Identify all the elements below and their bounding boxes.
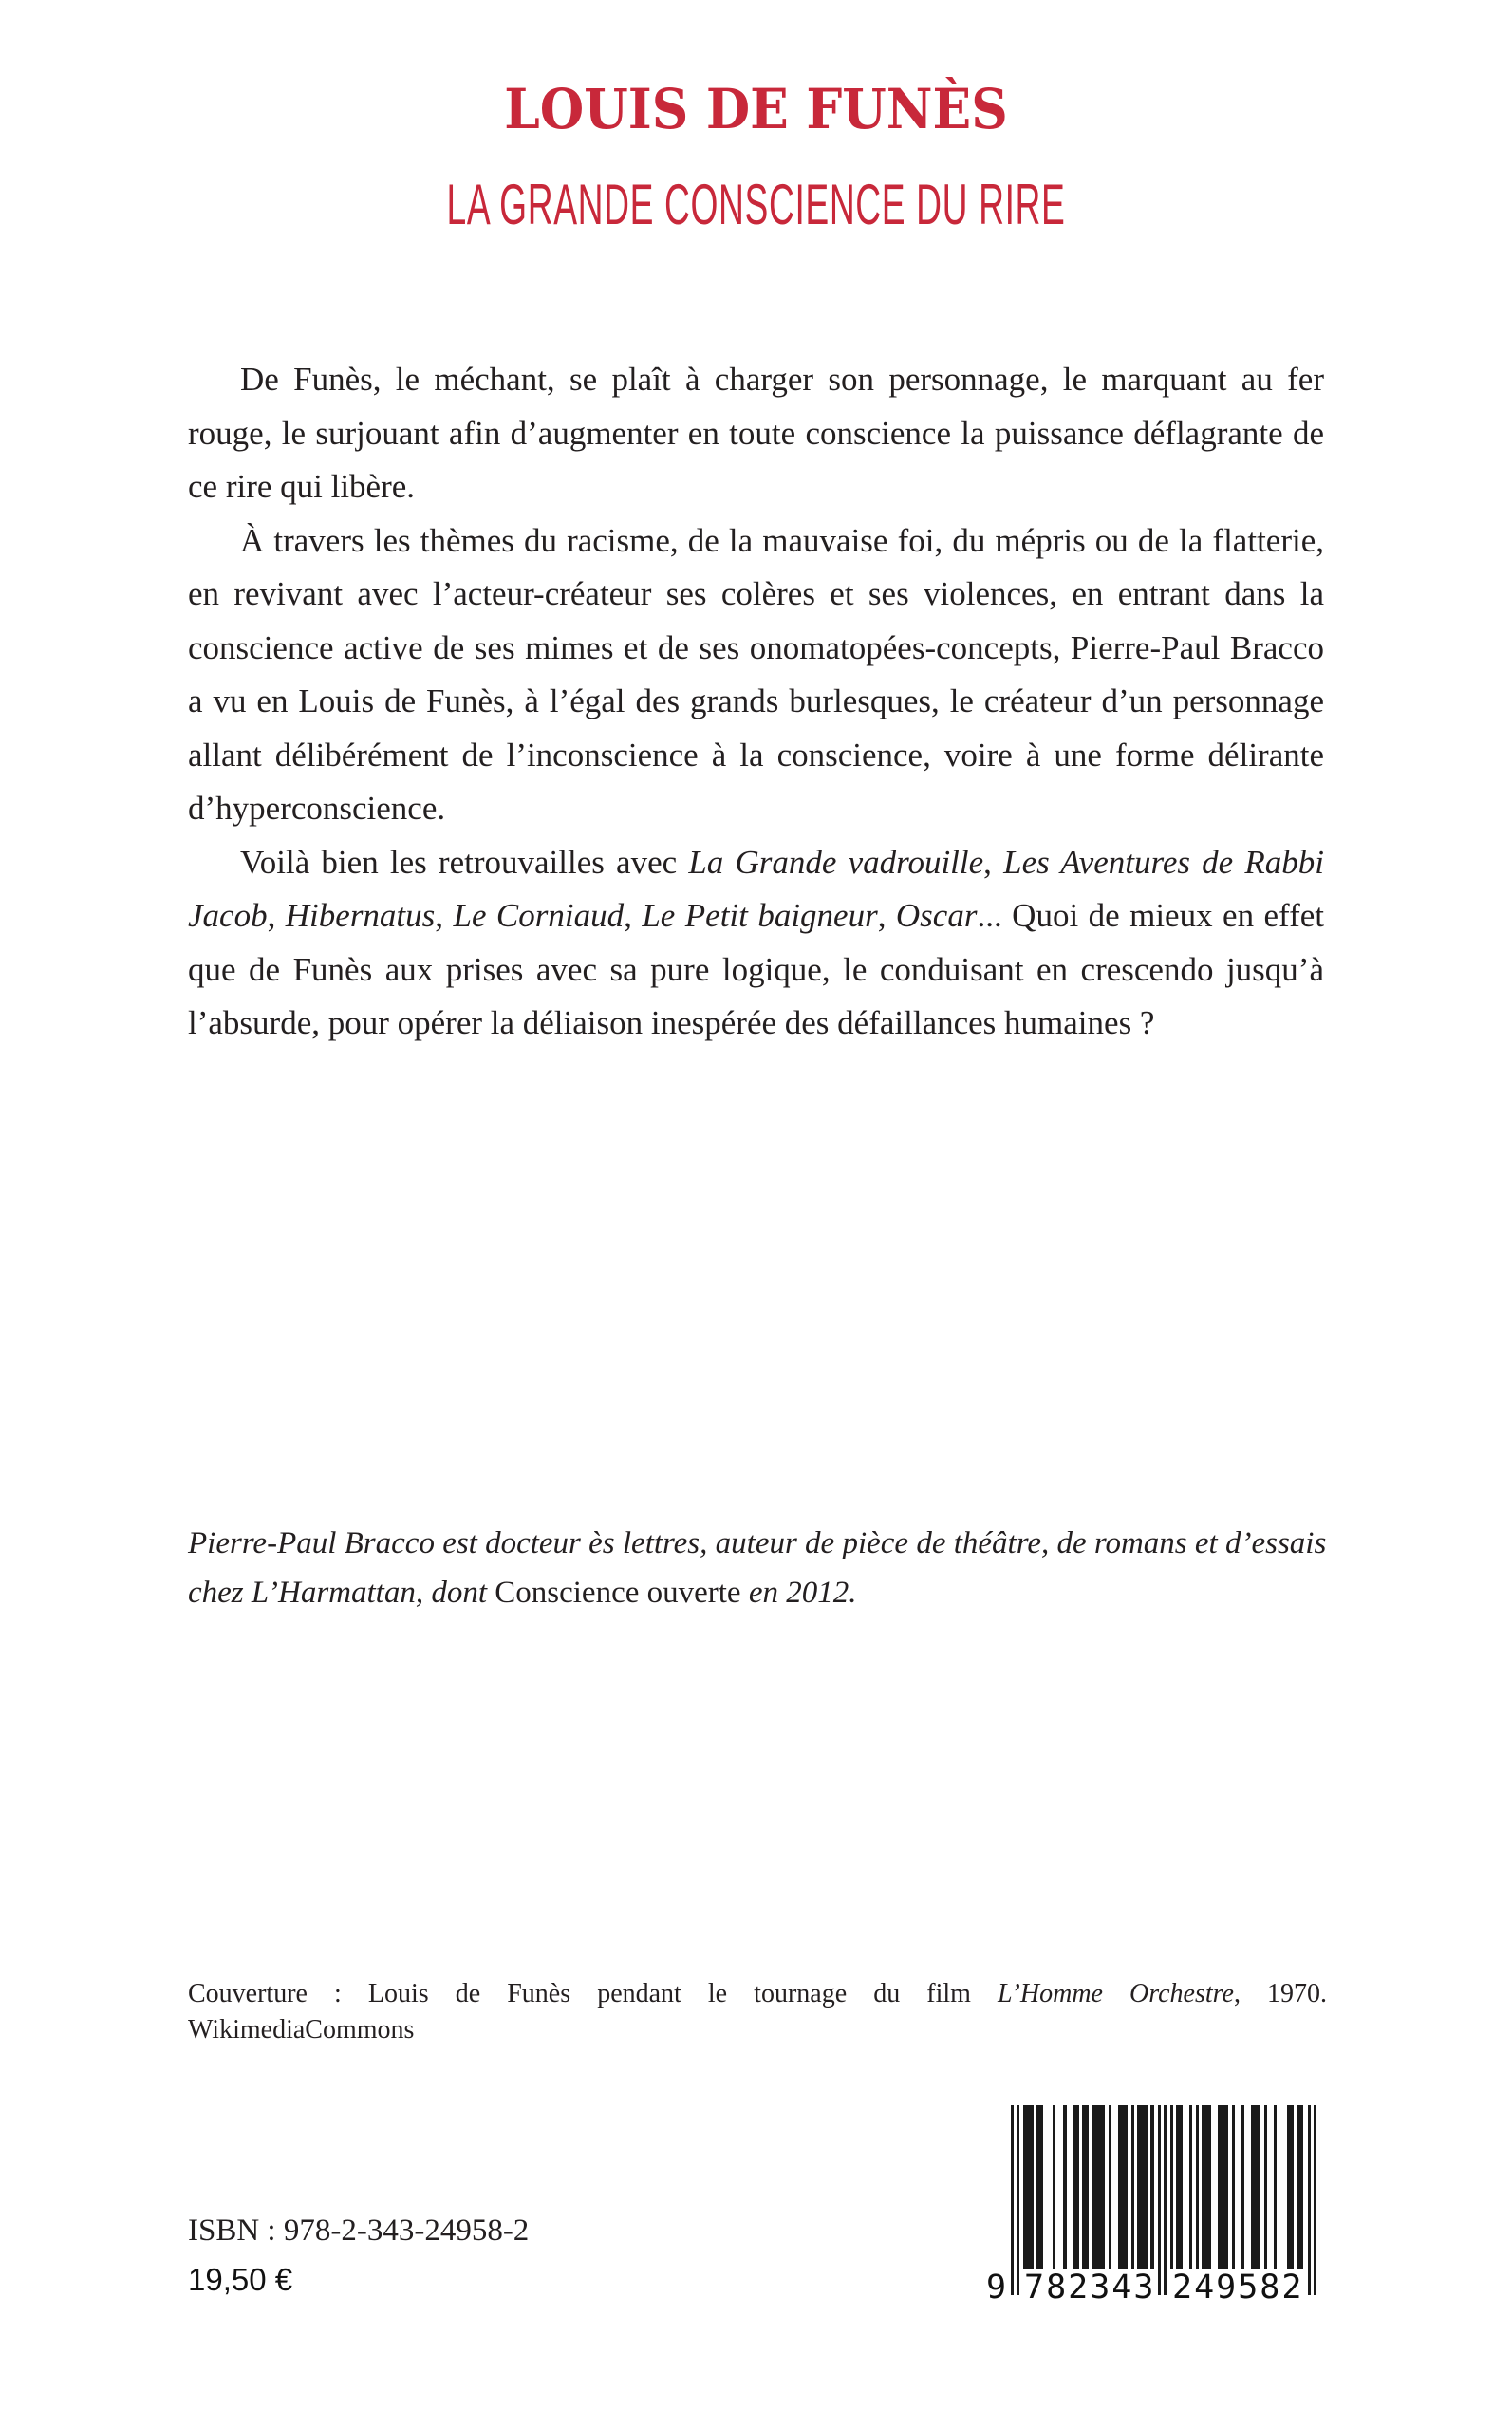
- film-title: Le Petit baigneur: [642, 897, 878, 934]
- blurb-paragraph-3: [188, 836, 1324, 1051]
- blurb-paragraph-2: À travers les thèmes du racisme, de la mauvaise foi, du mépris ou de la flatterie, en revivant avec l’acteur-créateur ses colères et ses violences, en entrant dans la conscience active de ses mimes et de ses onomatopées-concepts, Pierre-Paul Bracco a vu en Louis de Funès, à l’égal des grands burlesques, le créateur d’un personnage allant délibérément de l’inconscience à la conscience, voire à une forme délirante d’hyperconscience.: [188, 521, 1324, 827]
- bio-text-end: en 2012.: [740, 1576, 857, 1610]
- p3-intro: Voilà bien les retrouvailles avec: [240, 843, 689, 881]
- book-reference: Conscience ouverte: [495, 1576, 741, 1610]
- cover-credit: [188, 1976, 1327, 2048]
- film-title: Oscar: [895, 897, 978, 934]
- p3-outro: ... Quoi de mieux en effet que de Funès aux prises avec sa pure logique, le conduisant en crescendo jusqu’à l’absurde, pour opérer la déliaison inespérée des défaillances humaines ?: [188, 897, 1324, 1041]
- film-title: Les Aventures de Rabbi Jacob: [188, 843, 1325, 934]
- bio-text: Pierre-Paul Bracco est docteur ès lettres, auteur de pièce de théâtre, de romans et d’essais chez L’Harmattan, dont: [188, 1526, 1327, 1610]
- separator: ,: [267, 897, 286, 934]
- film-title: Hibernatus: [285, 897, 436, 934]
- barcode: [976, 2101, 1317, 2306]
- credit-source: WikimediaCommons: [188, 2015, 415, 2045]
- barcode-group-left: 782343: [1024, 2269, 1156, 2306]
- separator: ,: [983, 843, 1004, 881]
- isbn: ISBN : 978-2-343-24958-2: [188, 2213, 530, 2248]
- blurb-paragraph-1: De Funès, le méchant, se plaît à charger son personnage, le marquant au fer rouge, le surjouant afin d’augmenter en toute conscience la puissance déflagrante de ce rire qui libère.: [188, 361, 1324, 505]
- barcode-number: [976, 2269, 1317, 2306]
- book-subtitle: LA GRANDE CONSCIENCE DU RIRE: [446, 173, 1066, 236]
- price: 19,50 €: [188, 2262, 293, 2297]
- credit-prefix: Couverture : Louis de Funès pendant le tournage du film: [188, 1979, 999, 2008]
- film-title: Le Corniaud: [453, 897, 625, 934]
- credit-film-title: L’Homme Orchestre: [998, 1979, 1234, 2008]
- book-title: LOUIS DE FUNÈS: [504, 77, 1008, 141]
- barcode-digit-first: 9: [986, 2269, 1007, 2306]
- credit-year: , 1970.: [1233, 1979, 1328, 2008]
- separator: ,: [435, 897, 454, 934]
- author-bio: [188, 1519, 1327, 1617]
- separator: ,: [877, 897, 896, 934]
- blurb: [188, 353, 1324, 1051]
- film-title: La Grande vadrouille: [688, 843, 984, 881]
- credit-line: [188, 1976, 1327, 2012]
- separator: ,: [624, 897, 643, 934]
- barcode-group-right: 249582: [1172, 2269, 1304, 2306]
